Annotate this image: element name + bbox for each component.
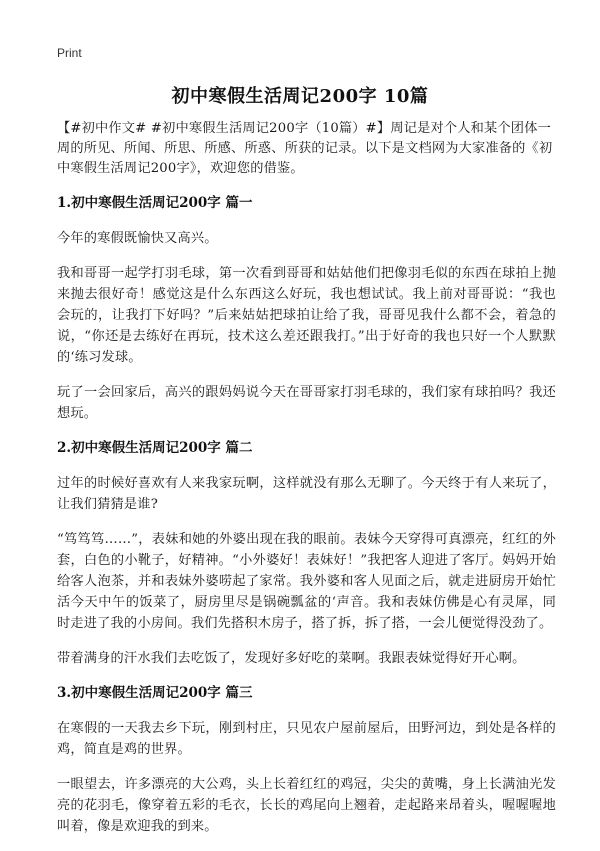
section-heading: 2.初中寒假生活周记200字 篇二 [57,440,253,456]
section-heading: 1.初中寒假生活周记200字 篇一 [57,195,253,211]
print-label[interactable]: Print [57,46,82,60]
paragraph: 过年的时候好喜欢有人来我家玩啊，这样就没有那么无聊了。今天终于有人来玩了，让我们猜猜是谁? [57,476,556,512]
paragraph: “笃笃笃……”，表妹和她的外婆出现在我的眼前。表妹今天穿得可真漂亮，红红的外套，白色的小靴子，好精神。“小外婆好！表妹好！”我把客人迎进了客厅。妈妈开始给客人泡茶，并和表妹外婆唠起了家常。我外婆和客人见面之后，就走进厨房开始忙活今天中午的饭菜了，厨房里尽是锅碗瓢盆的‘声音。我和表妹仿佛是心有灵犀，同时走进了我的小房间。我们先搭积木房子，搭了拆，拆了搭，一会儿便觉得没劲了。 [57,532,556,631]
paragraph: 今年的寒假既愉快又高兴。 [57,231,218,246]
paragraph: 玩了一会回家后，高兴的跟妈妈说今天在哥哥家打羽毛球的，我们家有球拍吗？我还想玩。 [57,385,556,421]
section-2 [57,438,556,669]
section-heading: 3.初中寒假生活周记200字 篇三 [57,685,253,701]
paragraph: 一眼望去，许多漂亮的大公鸡，头上长着红红的鸡冠，尖尖的黄嘴，身上长满油光发亮的花羽毛，像穿着五彩的毛衣，长长的鸡尾向上翘着，走起路来昂着头，喔喔喔地叫着，像是欢迎我的到来。 [57,777,556,834]
paragraph: 带着满身的汗水我们去吃饭了，发现好多好吃的菜啊。我跟表妹觉得好开心啊。 [57,651,526,666]
paragraph: 我和哥哥一起学打羽毛球，第一次看到哥哥和姑姑他们把像羽毛似的东西在球拍上抛来抛去很好奇！感觉这是什么东西这么好玩，我也想试试。我上前对哥哥说：“我也会玩的，让我打下好吗？”后来姑姑把球拍让给了我，哥哥见我什么都不会，着急的说，“你还是去练好在再玩，技术这么差还跟我打。”出于好奇的我也只好一个人默默的‘练习发球。 [57,266,556,365]
section-1 [57,193,556,424]
paragraph: 在寒假的一天我去乡下玩，刚到村庄，只见农户屋前屋后，田野河边，到处是各样的鸡，简直是鸡的世界。 [57,721,556,757]
section-3 [57,683,556,837]
page-title: 初中寒假生活周记200字 10篇 [171,86,429,107]
intro-paragraph: 【#初中作文# #初中寒假生活周记200字（10篇）#】周记是对个人和某个团体一周的所见、所闻、所思、所感、所惑、所获的记录。以下是文档网为大家准备的《初中寒假生活周记200字》，欢迎您的借鉴。 [57,121,553,176]
document-body [57,119,556,851]
